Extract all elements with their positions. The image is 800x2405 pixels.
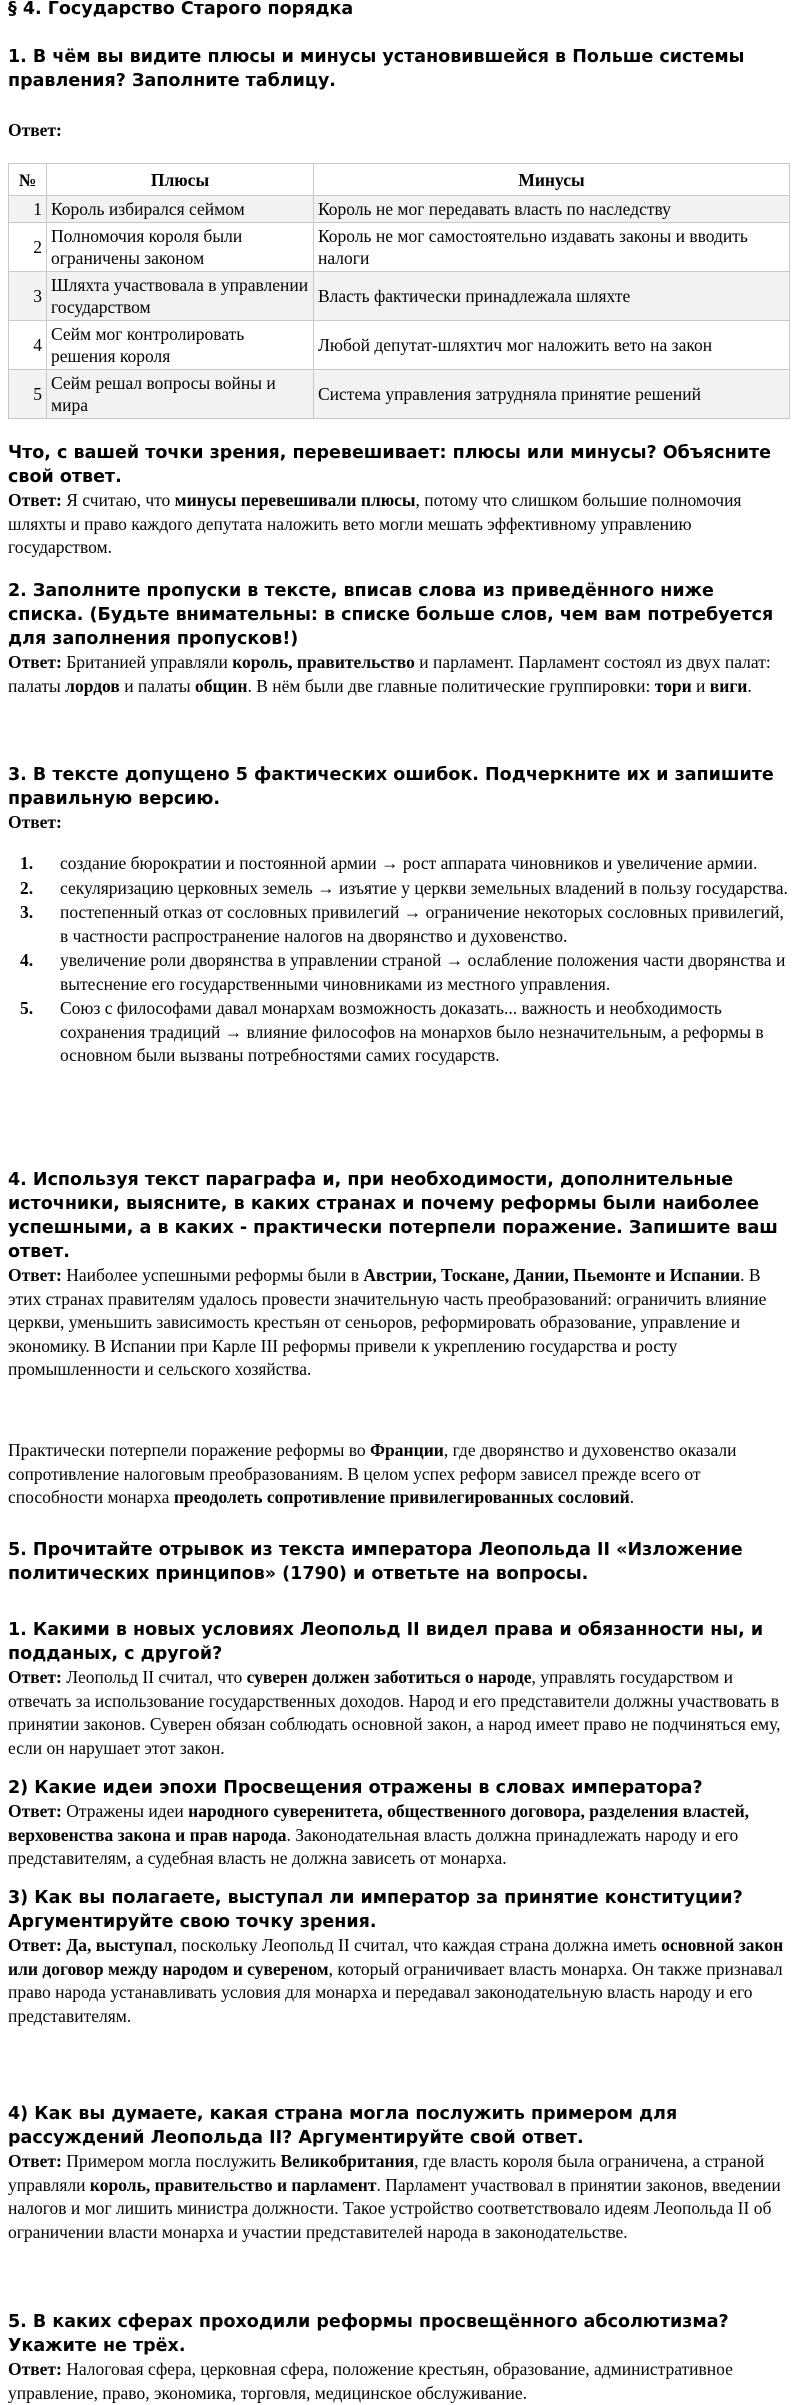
answer-text: , потому что слишком большие полномочия шляхты и право каждого депутата наложить вето могли мешать эффективному управлению государством. bbox=[8, 490, 742, 557]
answer-text: Наиболее успешными реформы были в bbox=[61, 1265, 364, 1285]
answer-2 bbox=[8, 651, 792, 698]
pros-cell: Шляхта участвовала в управлении государством bbox=[47, 272, 314, 321]
list-item bbox=[8, 949, 792, 996]
answer-label: Ответ: bbox=[8, 812, 62, 832]
cons-cell: Система управления затрудняла принятие решений bbox=[314, 370, 790, 419]
table-header-cons: Минусы bbox=[314, 164, 790, 196]
answer-text: Практически потерпели поражение реформы во bbox=[8, 1440, 371, 1460]
cons-cell: Король не мог самостоятельно издавать законы и вводить налоги bbox=[314, 223, 790, 272]
answer-5-5 bbox=[8, 2358, 792, 2405]
question-2-title: 2. Заполните пропуски в тексте, вписав слова из приведённого ниже списка. (Будьте внимательны: в списке больше слов, чем вам потребуется для заполнения пропусков!) bbox=[8, 581, 774, 649]
answer-emphasis: суверен должен заботиться о народе bbox=[246, 1667, 532, 1687]
answer-emphasis: Франции bbox=[370, 1440, 444, 1460]
answer-text: Леопольд II считал, что bbox=[61, 1667, 247, 1687]
answer-label: Ответ: bbox=[8, 120, 62, 140]
row-number: 3 bbox=[9, 272, 47, 321]
table-row bbox=[9, 321, 790, 370]
question-3-title: 3. В тексте допущено 5 фактических ошибок. Подчеркните их и запишите правильную версию. bbox=[8, 765, 774, 809]
pros-cell: Король избирался сеймом bbox=[47, 196, 314, 223]
answer-label: Ответ: bbox=[8, 1935, 62, 1955]
pros-cons-table bbox=[8, 163, 790, 419]
table-header-pros: Плюсы bbox=[47, 164, 314, 196]
list-item bbox=[8, 877, 792, 901]
answer-label: Ответ: bbox=[8, 1801, 62, 1821]
answer-text: . bbox=[747, 675, 752, 696]
answer-text: , где дворянство и духовенство оказали сопротивление налоговым преобразованиям. В целом успех реформ зависел прежде всего от способности монарха bbox=[8, 1440, 737, 1507]
list-number: 2. bbox=[20, 877, 34, 898]
list-item bbox=[8, 901, 792, 948]
answer-label: Ответ: bbox=[8, 490, 62, 510]
answer-text: . Законодательная власть должна принадлежать народу и его представителям, а судебная власть не должна зависеть от монарха. bbox=[8, 1824, 739, 1868]
answer-label: Ответ: bbox=[8, 2151, 62, 2171]
answer-emphasis: Австрии, Тоскане, Дании, Пьемонте и Испании bbox=[363, 1265, 741, 1285]
answer-label: Ответ: bbox=[8, 652, 62, 672]
answer-text: и bbox=[691, 675, 710, 696]
answer-label: Ответ: bbox=[8, 1265, 62, 1285]
cons-cell: Любой депутат-шляхтич мог наложить вето на закон bbox=[314, 321, 790, 370]
table-header-row bbox=[9, 164, 790, 196]
list-text: создание бюрократии и постоянной армии → рост аппарата чиновников и увеличение армии. bbox=[60, 853, 758, 873]
pros-cell: Полномочия короля были ограничены законом bbox=[47, 223, 314, 272]
cons-cell: Король не мог передавать власть по наследству bbox=[314, 196, 790, 223]
row-number: 2 bbox=[9, 223, 47, 272]
answer-4-paragraph-2 bbox=[8, 1439, 792, 1510]
question-5-4-title: 4) Как вы думаете, какая страна могла послужить примером для рассуждений Леопольда II? Аргументируйте свой ответ. bbox=[8, 2104, 678, 2148]
answer-emphasis: народного суверенитета, общественного договора, разделения властей, верховенства закона и прав народа bbox=[8, 1801, 750, 1845]
question-1b-title: Что, с вашей точки зрения, перевешивает: плюсы или минусы? Объясните свой ответ. bbox=[8, 443, 772, 487]
table-row bbox=[9, 272, 790, 321]
answer-emphasis: Да, выступал bbox=[61, 1935, 173, 1955]
answer-5-2 bbox=[8, 1800, 792, 1871]
list-text: Союз с философами давал монархам возможность доказать... важность и необходимость сохранения традиций → влияние философов на монархов было незначительным, а реформы в основном были вызваны потребностями самих государств. bbox=[60, 998, 764, 1065]
question-5-1-title: 1. Какими в новых условиях Леопольд II видел права и обязанности ны, и подданых, с другой? bbox=[8, 1620, 764, 1664]
corrections-list bbox=[8, 852, 792, 1068]
answer-text: и парламент. Парламент состоял из двух палат: палаты bbox=[8, 652, 771, 696]
question-5-5-title: 5. В каких сферах проходили реформы просвещённого абсолютизма? Укажите не трёх. bbox=[8, 2312, 729, 2356]
list-number: 4. bbox=[20, 950, 34, 970]
pros-cell: Сейм мог контролировать решения короля bbox=[47, 321, 314, 370]
list-number: 5. bbox=[20, 998, 34, 1018]
answer-text: . bbox=[629, 1487, 635, 1507]
answer-text: , управлять государством и отвечать за использование государственных доходов. Народ и его представители должны участвовать в принятии законов. Суверен обязан соблюдать основной закон, а народ имеет право не подчиняться ему, если он нарушает этот закон. bbox=[8, 1667, 781, 1758]
table-row bbox=[9, 370, 790, 419]
answer-emphasis: тори bbox=[654, 675, 692, 696]
answer-1b bbox=[8, 489, 792, 560]
answer-emphasis: виги bbox=[709, 675, 748, 696]
table-header-number: № bbox=[9, 164, 47, 196]
answer-text: Я считаю, что bbox=[61, 490, 175, 510]
answer-text: , где власть короля была ограничена, а страной управляли bbox=[8, 2151, 765, 2195]
pros-cell: Сейм решал вопросы войны и мира bbox=[47, 370, 314, 419]
answer-emphasis: Великобритания bbox=[280, 2151, 415, 2171]
answer-label: Ответ: bbox=[8, 2359, 62, 2379]
question-5-3-title: 3) Как вы полагаете, выступал ли император за принятие конституции? Аргументируйте свою точку зрения. bbox=[8, 1888, 743, 1932]
table-row bbox=[9, 223, 790, 272]
answer-text: Примером могла послужить bbox=[61, 2151, 281, 2171]
row-number: 1 bbox=[9, 196, 47, 223]
section-title: § 4. Государство Старого порядка bbox=[8, 0, 354, 19]
table-row bbox=[9, 196, 790, 223]
answer-4 bbox=[8, 1264, 792, 1382]
list-number: 1. bbox=[20, 853, 34, 873]
answer-text: Отражены идеи bbox=[61, 1801, 189, 1821]
answer-text: Налоговая сфера, церковная сфера, положение крестьян, образование, административное управление, право, экономика, торговля, медицинское обслуживание. bbox=[8, 2359, 733, 2403]
answer-emphasis: преодолеть сопротивление привилегированных сословий bbox=[173, 1487, 630, 1507]
question-1-title: 1. В чём вы видите плюсы и минусы установившейся в Польше системы правления? Заполните таблицу. bbox=[8, 47, 745, 91]
list-text: увеличение роли дворянства в управлении страной → ослабление положения части дворянства и вытеснение его государственными чиновниками из местного управления. bbox=[60, 950, 786, 994]
question-4-title: 4. Используя текст параграфа и, при необходимости, дополнительные источники, выясните, в каких странах и почему реформы были наиболее успешными, а в каких - практически потерпели поражение. Запишите ваш ответ. bbox=[8, 1170, 778, 1262]
answer-5-4 bbox=[8, 2150, 792, 2244]
answer-emphasis: общин bbox=[195, 675, 248, 696]
answer-text: . В нём были две главные политические группировки: bbox=[247, 675, 655, 696]
list-text: секуляризацию церковных земель → изъятие у церкви земельных владений в пользу государства. bbox=[60, 877, 788, 898]
list-item bbox=[8, 997, 792, 1068]
answer-text: . В этих странах правителям удалось провести значительную часть преобразований: ограничить влияние церкви, уменьшить зависимость крестьян от сеньоров, реформировать образование, управление и экономику. В Испании при Карле III реформы привели к укреплению государства и росту промышленности и сельского хозяйства. bbox=[8, 1265, 767, 1379]
answer-emphasis: основной закон или договор между народом и сувереном bbox=[8, 1935, 784, 1979]
answer-text: , поскольку Леопольд II считал, что каждая страна должна иметь bbox=[172, 1935, 662, 1955]
question-5-2-title: 2) Какие идеи эпохи Просвещения отражены в словах императора? bbox=[8, 1778, 703, 1798]
answer-text: и палаты bbox=[119, 675, 196, 696]
answer-text: , который ограничивает власть монарха. Он также признавал право народа устанавливать условия для монарха и передавал законодательную власть народу и его представителям. bbox=[8, 1958, 783, 2026]
answer-emphasis: лордов bbox=[65, 675, 120, 696]
row-number: 5 bbox=[9, 370, 47, 419]
list-number: 3. bbox=[20, 902, 34, 922]
question-5-title: 5. Прочитайте отрывок из текста императора Леопольда II «Изложение политических принципов» (1790) и ответьте на вопросы. bbox=[8, 1540, 743, 1584]
answer-emphasis: король, правительство bbox=[232, 652, 415, 672]
answer-5-3 bbox=[8, 1934, 792, 2028]
answer-5-1 bbox=[8, 1666, 792, 1760]
list-text: постепенный отказ от сословных привилегий → ограничение некоторых сословных привилегий, в частности распространение налогов на дворянство и духовенство. bbox=[60, 902, 784, 946]
answer-text: Британией управляли bbox=[61, 652, 233, 672]
answer-label: Ответ: bbox=[8, 1667, 62, 1687]
answer-emphasis: король, правительство и парламент bbox=[89, 2174, 377, 2195]
cons-cell: Власть фактически принадлежала шляхте bbox=[314, 272, 790, 321]
row-number: 4 bbox=[9, 321, 47, 370]
answer-emphasis: минусы перевешивали плюсы bbox=[174, 490, 416, 510]
list-item bbox=[8, 852, 792, 876]
answer-text: . Парламент участвовал в принятии законов, введении налогов и мог лишить министра должности. Такое устройство соответствовало идеям Леопольда II об ограничении власти монарха и участии представителей народа в законодательстве. bbox=[8, 2174, 781, 2242]
